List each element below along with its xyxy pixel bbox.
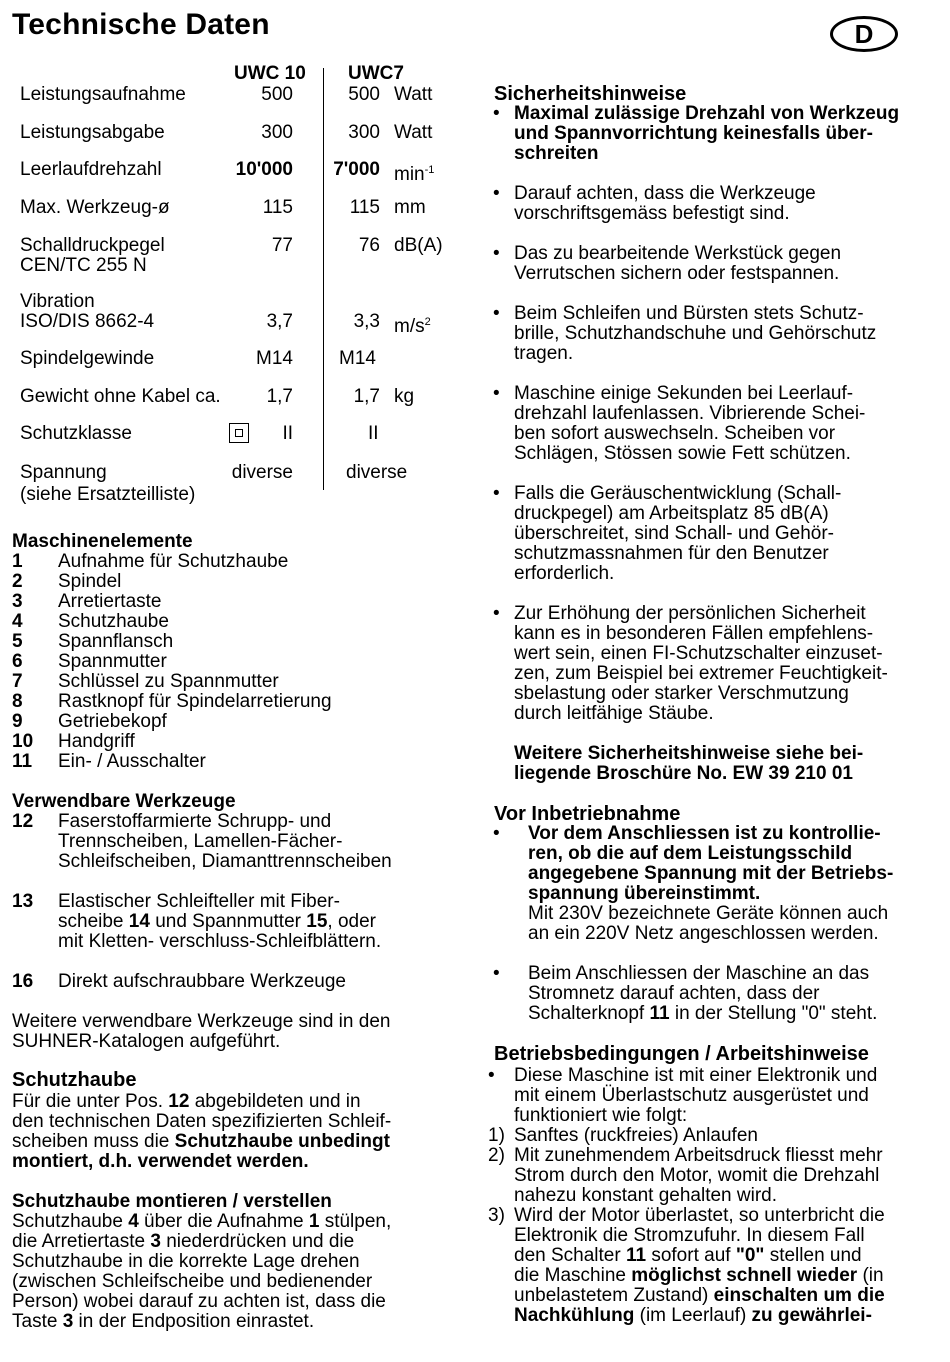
bullet-icon: • <box>493 103 500 124</box>
spec-unit: mm <box>394 197 426 218</box>
tool-13-line: Elastischer Schleifteller mit Fiber- <box>58 891 340 912</box>
spec-label: Max. Werkzeug-ø <box>20 197 170 218</box>
tool-13-line: scheibe 14 und Spannmutter 15, oder <box>58 911 376 932</box>
list-item: 9 Getriebekopf <box>12 711 167 732</box>
operating-line: mit einem Überlastschutz ausgerüstet und <box>514 1085 869 1106</box>
operating-line: den Schalter 11 sofort auf "0" stellen und <box>514 1245 862 1266</box>
item-number: 13 <box>12 891 34 912</box>
safety-line: Das zu bearbeitende Werkstück gegen <box>514 243 842 264</box>
operating-line: funktioniert wie folgt: <box>514 1105 688 1126</box>
safety-line: brille, Schutzhandschuhe und Gehörschutz <box>514 323 877 344</box>
spec-value-uwc10: 500 <box>261 84 293 105</box>
section-heading: Sicherheitshinweise <box>494 83 687 105</box>
bullet-icon: • <box>493 303 500 324</box>
list-item: 5 Spannflansch <box>12 631 174 652</box>
list-item: 7 Schlüssel zu Spannmutter <box>12 671 279 692</box>
safety-line: Beim Schleifen und Bürsten stets Schutz- <box>514 303 864 324</box>
list-number: 3) <box>488 1205 505 1226</box>
bullet-icon: • <box>493 603 500 624</box>
paragraph-line: Taste 3 in der Endposition einrastet. <box>12 1311 315 1332</box>
commissioning-line: Stromnetz darauf achten, dass der <box>528 983 820 1004</box>
spec-value-uwc10: 3,7 <box>266 311 293 332</box>
spec-value-uwc7: II <box>368 423 379 444</box>
safety-line: zen, zum Beispiel bei extremer Feuchtigkeit- <box>514 663 888 684</box>
bullet-icon: • <box>493 383 500 404</box>
tool-12-line: Schleifscheiben, Diamanttrennscheiben <box>58 851 392 872</box>
commissioning-section <box>0 804 950 1026</box>
bullet-icon: • <box>493 963 500 984</box>
safety-section <box>0 84 950 794</box>
spec-value-uwc10: 77 <box>271 235 293 256</box>
spec-value-uwc7: 300 <box>348 122 380 143</box>
list-item: 8 Rastknopf für Spindelarretierung <box>12 691 332 712</box>
spec-label: Spannung <box>20 462 107 483</box>
spec-label-line2: CEN/TC 255 N <box>20 255 147 276</box>
spec-label: Vibration <box>20 291 95 312</box>
paragraph-line: SUHNER-Katalogen aufgeführt. <box>12 1031 281 1052</box>
spec-label: Leistungsaufnahme <box>20 84 186 105</box>
spec-unit: $\min^{-1}$ <box>394 164 435 185</box>
operating-line: nahezu konstant gehalten wird. <box>514 1185 778 1206</box>
safety-line: erforderlich. <box>514 563 615 584</box>
safety-line: durch leitfähige Stäube. <box>514 703 714 724</box>
item-number: 16 <box>12 971 34 992</box>
item-number: 12 <box>12 811 34 832</box>
spec-unit: Watt <box>394 122 433 143</box>
spec-label-line2: (siehe Ersatzteilliste) <box>20 484 196 505</box>
paragraph-line: Für die unter Pos. 12 abgebildeten und in <box>12 1091 361 1112</box>
spec-value-uwc7: 115 <box>349 197 380 218</box>
col2-header: UWC7 <box>348 63 404 84</box>
safety-line: ben sofort auswechseln. Scheiben vor <box>514 423 836 444</box>
safety-line: sbelastung oder starker Verschmutzung <box>514 683 849 704</box>
list-item: 11 Ein- / Ausschalter <box>12 751 206 772</box>
tool-12-line: Trennscheiben, Lamellen-Fächer- <box>58 831 343 852</box>
spec-value-uwc10: 1,7 <box>266 386 293 407</box>
spec-value-uwc7: diverse <box>346 462 408 483</box>
list-number: 1) <box>488 1125 505 1146</box>
operating-line: Wird der Motor überlastet, so unterbricht die <box>514 1205 885 1226</box>
page-title: Technische Daten <box>12 8 270 41</box>
spec-value-uwc10: II <box>282 423 293 444</box>
safety-line: Maximal zulässige Drehzahl von Werkzeug <box>514 103 900 124</box>
section-heading: Vor Inbetriebnahme <box>494 803 681 825</box>
commissioning-line: ren, ob die auf dem Leistungsschild <box>528 843 853 864</box>
bullet-icon: • <box>493 183 500 204</box>
commissioning-line: spannung übereinstimmt. <box>528 883 761 904</box>
section-heading: Betriebsbedingungen / Arbeitshinweise <box>494 1043 869 1065</box>
spec-unit: kg <box>394 386 415 407</box>
spec-label: Leistungsabgabe <box>20 122 165 143</box>
spec-label: Spindelgewinde <box>20 348 155 369</box>
section-heading: Maschinenelemente <box>12 531 193 552</box>
operating-line: Mit zunehmendem Arbeitsdruck fliesst mehr <box>514 1145 883 1166</box>
paragraph-line: montiert, d.h. verwendet werden. <box>12 1151 309 1172</box>
paragraph-line: (zwischen Schleifscheibe und bedienender <box>12 1271 373 1292</box>
safety-line: schutzmassnahmen für den Benutzer <box>514 543 829 564</box>
safety-line: tragen. <box>514 343 574 364</box>
section-heading: Schutzhaube <box>12 1069 137 1091</box>
safety-line: vorschriftsgemäss befestigt sind. <box>514 203 790 224</box>
safety-line: Verrutschen sichern oder festspannen. <box>514 263 840 284</box>
paragraph-line: Schutzhaube in die korrekte Lage drehen <box>12 1251 360 1272</box>
list-item: 1 Aufnahme für Schutzhaube <box>12 551 289 572</box>
spec-label: Schalldruckpegel <box>20 235 165 256</box>
safety-line: Schlägen, Stössen sowie Fett schützen. <box>514 443 851 464</box>
safety-line: schreiten <box>514 143 599 164</box>
section-heading: Verwendbare Werkzeuge <box>12 791 236 812</box>
paragraph-line: die Arretiertaste 3 niederdrücken und die <box>12 1231 355 1252</box>
bullet-icon: • <box>493 823 500 844</box>
spec-label: Gewicht ohne Kabel ca. <box>20 386 221 407</box>
paragraph-line: scheiben muss die Schutzhaube unbedingt <box>12 1131 390 1152</box>
operating-section <box>0 1044 950 1326</box>
list-item: 3 Arretiertaste <box>12 591 162 612</box>
operating-line: Sanftes (ruckfreies) Anlaufen <box>514 1125 758 1146</box>
paragraph-line: Weitere verwendbare Werkzeuge sind in den <box>12 1011 391 1032</box>
tool-16-line: Direkt aufschraubbare Werkzeuge <box>58 971 346 992</box>
list-number: 2) <box>488 1145 505 1166</box>
safety-line: Darauf achten, dass die Werkzeuge <box>514 183 816 204</box>
spec-unit: $m/s^2$ <box>394 316 431 337</box>
operating-line: unbelastetem Zustand) einschalten um die <box>514 1285 885 1306</box>
spec-label-line2: ISO/DIS 8662-4 <box>20 311 155 332</box>
spec-value-uwc7: 3,3 <box>353 311 380 332</box>
spec-label: Schutzklasse <box>20 423 132 444</box>
paragraph-line: den technischen Daten spezifizierten Schleif- <box>12 1111 392 1132</box>
paragraph-line: Schutzhaube 4 über die Aufnahme 1 stülpen, <box>12 1211 392 1232</box>
spec-unit: Watt <box>394 84 433 105</box>
safety-more-line: liegende Broschüre No. EW 39 210 01 <box>514 763 853 784</box>
spec-value-uwc10: 10'000 <box>235 159 293 180</box>
operating-line: die Maschine möglichst schnell wieder (in <box>514 1265 884 1286</box>
spec-value-uwc10: diverse <box>231 462 293 483</box>
safety-line: Falls die Geräuschentwicklung (Schall- <box>514 483 842 504</box>
spec-label: Leerlaufdrehzahl <box>20 159 162 180</box>
spec-unit: dB(A) <box>394 235 443 256</box>
operating-line: Strom durch den Motor, womit die Drehzahl <box>514 1165 880 1186</box>
operating-line: Elektronik die Stromzufuhr. In diesem Fall <box>514 1225 865 1246</box>
spec-value-uwc10: M14 <box>256 348 293 369</box>
section-heading: Schutzhaube montieren / verstellen <box>12 1191 332 1212</box>
list-item: 2 Spindel <box>12 571 122 592</box>
commissioning-line: Mit 230V bezeichnete Geräte können auch <box>528 903 889 924</box>
safety-more-line: Weitere Sicherheitshinweise siehe bei- <box>514 743 864 764</box>
spec-value-uwc7: 1,7 <box>353 386 380 407</box>
bullet-icon: • <box>493 243 500 264</box>
safety-line: Zur Erhöhung der persönlichen Sicherheit <box>514 603 866 624</box>
operating-line: Nachkühlung (im Leerlauf) zu gewährlei- <box>514 1305 872 1326</box>
list-item: 10 Handgriff <box>12 731 135 752</box>
safety-line: Maschine einige Sekunden bei Leerlauf- <box>514 383 854 404</box>
col1-header: UWC 10 <box>234 63 306 84</box>
safety-line: überschreitet, sind Schall- und Gehör- <box>514 523 834 544</box>
paragraph-line: Person) wobei darauf zu achten ist, dass die <box>12 1291 386 1312</box>
bullet-icon: • <box>488 1065 495 1086</box>
safety-line: und Spannvorrichtung keinesfalls über- <box>514 123 873 144</box>
commissioning-line: angegebene Spannung mit der Betriebs- <box>528 863 894 884</box>
commissioning-line: Vor dem Anschliessen ist zu kontrollie- <box>528 823 881 844</box>
safety-line: drehzahl laufenlassen. Vibrierende Schei- <box>514 403 866 424</box>
spec-value-uwc7: 500 <box>348 84 380 105</box>
bullet-icon: • <box>493 483 500 504</box>
commissioning-line: Beim Anschliessen der Maschine an das <box>528 963 870 984</box>
spec-value-uwc10: 115 <box>262 197 293 218</box>
commissioning-line: Schalterknopf 11 in der Stellung "0" steht. <box>528 1003 878 1024</box>
safety-line: wert sein, einen FI-Schutzschalter einzuset- <box>514 643 883 664</box>
spec-value-uwc10: 300 <box>261 122 293 143</box>
safety-line: druckpegel) am Arbeitsplatz 85 dB(A) <box>514 503 829 524</box>
list-item: 4 Schutzhaube <box>12 611 169 632</box>
safety-line: kann es in besonderen Fällen empfehlens- <box>514 623 874 644</box>
spec-value-uwc7: 7'000 <box>333 159 380 180</box>
commissioning-line: an ein 220V Netz angeschlossen werden. <box>528 923 879 944</box>
tool-13-line: mit Kletten- verschluss-Schleifblättern. <box>58 931 382 952</box>
tool-12-line: Faserstoffarmierte Schrupp- und <box>58 811 332 832</box>
list-item: 6 Spannmutter <box>12 651 167 672</box>
country-badge: D <box>830 16 898 52</box>
operating-line: Diese Maschine ist mit einer Elektronik und <box>514 1065 878 1086</box>
spec-value-uwc7: 76 <box>358 235 380 256</box>
spec-value-uwc7: M14 <box>339 348 376 369</box>
